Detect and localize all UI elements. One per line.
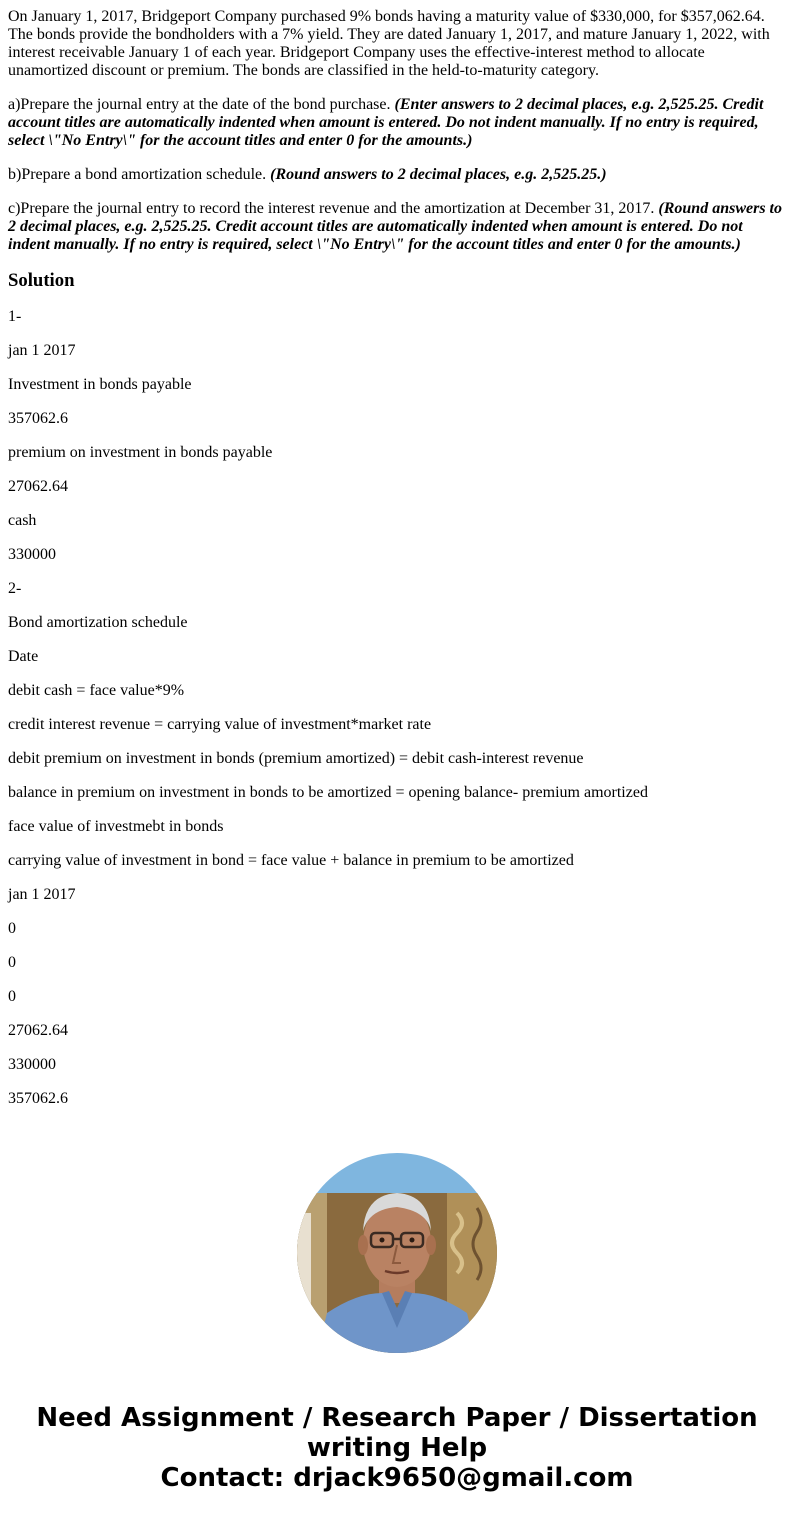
solution-line: credit interest revenue = carrying value of investment*market rate bbox=[8, 716, 432, 733]
solution-line: 0 bbox=[8, 920, 16, 937]
part-b-note: (Round answers to 2 decimal places, e.g. 2,525.25.) bbox=[270, 166, 607, 183]
solution-line: Date bbox=[8, 648, 39, 665]
part-b-text: b)Prepare a bond amortization schedule. bbox=[8, 166, 271, 183]
solution-lines bbox=[8, 308, 786, 1108]
part-a-text: a)Prepare the journal entry at the date of the bond purchase. bbox=[8, 96, 395, 113]
author-avatar bbox=[297, 1153, 497, 1353]
solution-line: face value of investmebt in bonds bbox=[8, 818, 224, 835]
part-c-note: (Round answers to 2 decimal places, e.g. 2,525.25. Credit account titles are automatically indented when amount is entered. Do not indent manually. If no entry is required, select \"No Entry\" for the account titles and enter 0 for the amounts.) bbox=[8, 200, 782, 253]
solution-line: carrying value of investment in bond = face value + balance in premium to be amortized bbox=[8, 852, 574, 869]
question-part-b bbox=[8, 166, 786, 184]
solution-line: debit premium on investment in bonds (premium amortized) = debit cash-interest revenue bbox=[8, 750, 584, 767]
solution-heading: Solution bbox=[8, 270, 75, 291]
solution-line: 330000 bbox=[8, 1056, 56, 1073]
solution-line: jan 1 2017 bbox=[8, 342, 76, 359]
part-c-text: c)Prepare the journal entry to record the interest revenue and the amortization at December 31, 2017. bbox=[8, 200, 659, 217]
solution-line: jan 1 2017 bbox=[8, 886, 76, 903]
solution-line: 1- bbox=[8, 308, 22, 325]
solution-line: 330000 bbox=[8, 546, 56, 563]
solution-line: premium on investment in bonds payable bbox=[8, 444, 273, 461]
promo-contact-line: Contact: drjack9650@gmail.com bbox=[160, 1463, 634, 1493]
solution-line: balance in premium on investment in bonds to be amortized = opening balance- premium amortized bbox=[8, 784, 648, 801]
solution-line: cash bbox=[8, 512, 37, 529]
promo-banner bbox=[0, 1403, 794, 1493]
solution-line: debit cash = face value*9% bbox=[8, 682, 185, 699]
solution-line: 357062.6 bbox=[8, 410, 68, 427]
solution-line: 2- bbox=[8, 580, 22, 597]
solution-line: Investment in bonds payable bbox=[8, 376, 192, 393]
question-part-c bbox=[8, 200, 786, 254]
promo-line-2: writing Help bbox=[306, 1433, 488, 1463]
solution-line: 357062.6 bbox=[8, 1090, 68, 1107]
promo-line-1: Need Assignment / Research Paper / Dissertation bbox=[36, 1403, 758, 1433]
question-part-a bbox=[8, 96, 786, 150]
solution-line: 0 bbox=[8, 988, 16, 1005]
question-intro: On January 1, 2017, Bridgeport Company purchased 9% bonds having a maturity value of $330,000, for $357,062.64. The bonds provide the bondholders with a 7% yield. They are dated January 1, 2017, and mature January 1, 2022, with interest receivable January 1 of each year. Bridgeport Company uses the effective-interest method to allocate unamortized discount or premium. The bonds are classified in the held-to-maturity category. bbox=[8, 8, 770, 79]
solution-line: 27062.64 bbox=[8, 1022, 68, 1039]
solution-line: Bond amortization schedule bbox=[8, 614, 188, 631]
part-a-note: (Enter answers to 2 decimal places, e.g. 2,525.25. Credit account titles are automatically indented when amount is entered. Do not indent manually. If no entry is required, select \"No Entry\" for the account titles and enter 0 for the amounts.) bbox=[8, 96, 764, 149]
author-portrait-photo-icon bbox=[297, 1153, 497, 1353]
solution-line: 27062.64 bbox=[8, 478, 68, 495]
solution-line: 0 bbox=[8, 954, 16, 971]
